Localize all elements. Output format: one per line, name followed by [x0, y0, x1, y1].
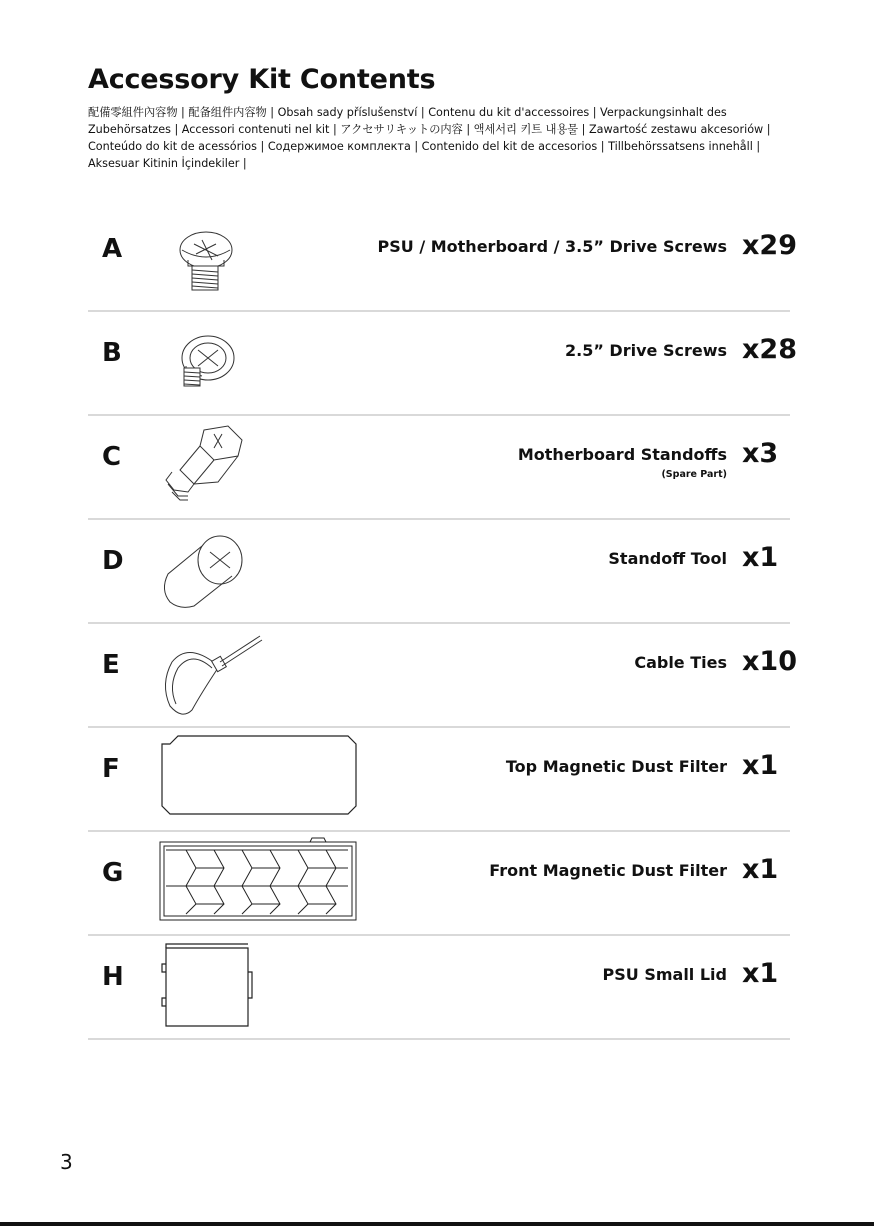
item-quantity: x28: [742, 334, 797, 365]
item-quantity: x1: [742, 854, 779, 885]
item-letter: C: [102, 442, 122, 472]
item-quantity: x1: [742, 542, 779, 573]
item-name: 2.5” Drive Screws: [565, 341, 727, 360]
page-number: 3: [60, 1150, 73, 1174]
item-name: Front Magnetic Dust Filter: [489, 861, 727, 880]
item-name: PSU / Motherboard / 3.5” Drive Screws: [377, 237, 727, 256]
bottom-edge-rule: [0, 1222, 874, 1226]
phillips-screw-long-icon: [158, 206, 358, 310]
item-name: Motherboard Standoffs: [517, 445, 727, 464]
kit-item-h: [88, 934, 790, 1040]
item-quantity: x10: [742, 646, 797, 677]
front-dust-filter-icon: [158, 830, 358, 934]
cable-tie-icon: [158, 622, 358, 726]
kit-item-f: [88, 726, 790, 832]
item-name: Top Magnetic Dust Filter: [505, 757, 727, 776]
kit-item-c: [88, 414, 790, 520]
kit-item-a: [88, 206, 797, 312]
item-name: Cable Ties: [634, 653, 727, 672]
item-name: Standoff Tool: [608, 549, 727, 568]
item-letter: D: [102, 546, 124, 576]
kit-item-g: [88, 830, 790, 936]
kit-item-d: [88, 518, 790, 624]
item-quantity: x29: [742, 230, 797, 261]
item-name: PSU Small Lid: [602, 965, 727, 984]
item-letter: H: [102, 962, 124, 992]
item-note: (Spare Part): [661, 469, 727, 480]
item-letter: A: [102, 234, 123, 264]
page-title: Accessory Kit Contents: [88, 64, 436, 95]
item-quantity: x3: [742, 438, 779, 469]
item-letter: F: [102, 754, 120, 784]
kit-item-e: [88, 622, 797, 728]
hex-standoff-icon: [158, 414, 358, 518]
kit-item-b: [88, 310, 797, 416]
top-dust-filter-icon: [158, 726, 358, 830]
item-letter: B: [102, 338, 122, 368]
item-quantity: x1: [742, 750, 779, 781]
psu-lid-icon: [158, 934, 358, 1038]
item-quantity: x1: [742, 958, 779, 989]
item-letter: G: [102, 858, 124, 888]
standoff-tool-icon: [158, 518, 358, 622]
phillips-screw-short-icon: [158, 310, 358, 414]
item-letter: E: [102, 650, 120, 680]
translated-titles: 配備零組件內容物 | 配备组件内容物 | Obsah sady příslušenství | Contenu du kit d'accessoires | Verpackungsinhalt des Zubehörsatzes | Accessori contenuti nel kit | アクセサリキットの内容 | 액세서리 키트 내용물 | Zawartość zestawu akcesoriów | Conteúdo do kit de acessórios | Содержимое комплекта | Contenido del kit de accesorios | Tillbehörssatsens innehåll | Aksesuar Kitinin İçindekiler |: [88, 106, 771, 170]
